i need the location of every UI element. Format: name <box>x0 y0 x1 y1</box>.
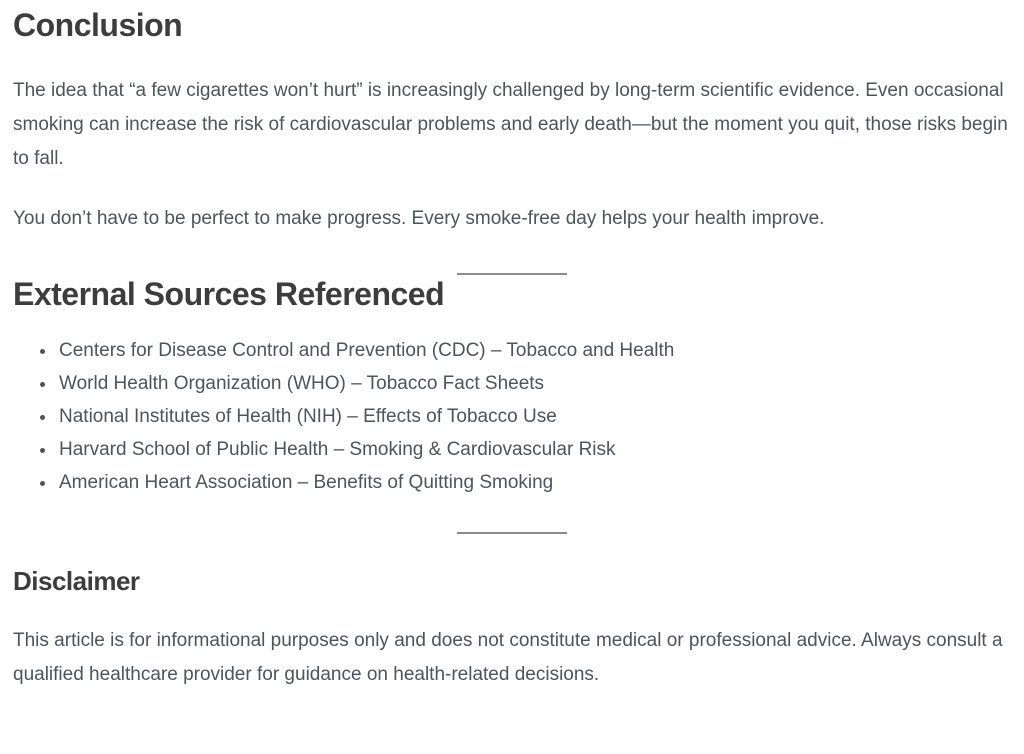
list-item: • World Health Organization (WHO) – Tobacco Fact Sheets <box>57 372 1011 396</box>
list-item: • National Institutes of Health (NIH) – Effects of Tobacco Use <box>57 405 1011 429</box>
list-item: • American Heart Association – Benefits of Quitting Smoking <box>57 471 1011 495</box>
section-heading-conclusion: Conclusion <box>13 7 183 43</box>
section-heading-disclaimer: Disclaimer <box>13 566 140 596</box>
list-item: • Harvard School of Public Health – Smoking & Cardiovascular Risk <box>57 438 1011 462</box>
section-divider <box>457 532 567 534</box>
sources-list <box>13 339 1011 495</box>
list-item: • Centers for Disease Control and Prevention (CDC) – Tobacco and Health <box>57 339 1011 363</box>
conclusion-paragraph-2: You don’t have to be perfect to make progress. Every smoke-free day helps your health improve. <box>13 208 825 229</box>
section-heading-sources: External Sources Referenced <box>13 276 445 312</box>
disclaimer-paragraph: This article is for informational purposes only and does not constitute medical or professional advice. Always consult a qualified healthcare provider for guidance on health-related decisions. <box>13 630 1003 685</box>
conclusion-paragraph-1: The idea that “a few cigarettes won’t hurt” is increasingly challenged by long-term scientific evidence. Even occasional smoking can increase the risk of cardiovascular problems and early death—but the moment you quit, those risks begin to fall. <box>13 80 1008 169</box>
